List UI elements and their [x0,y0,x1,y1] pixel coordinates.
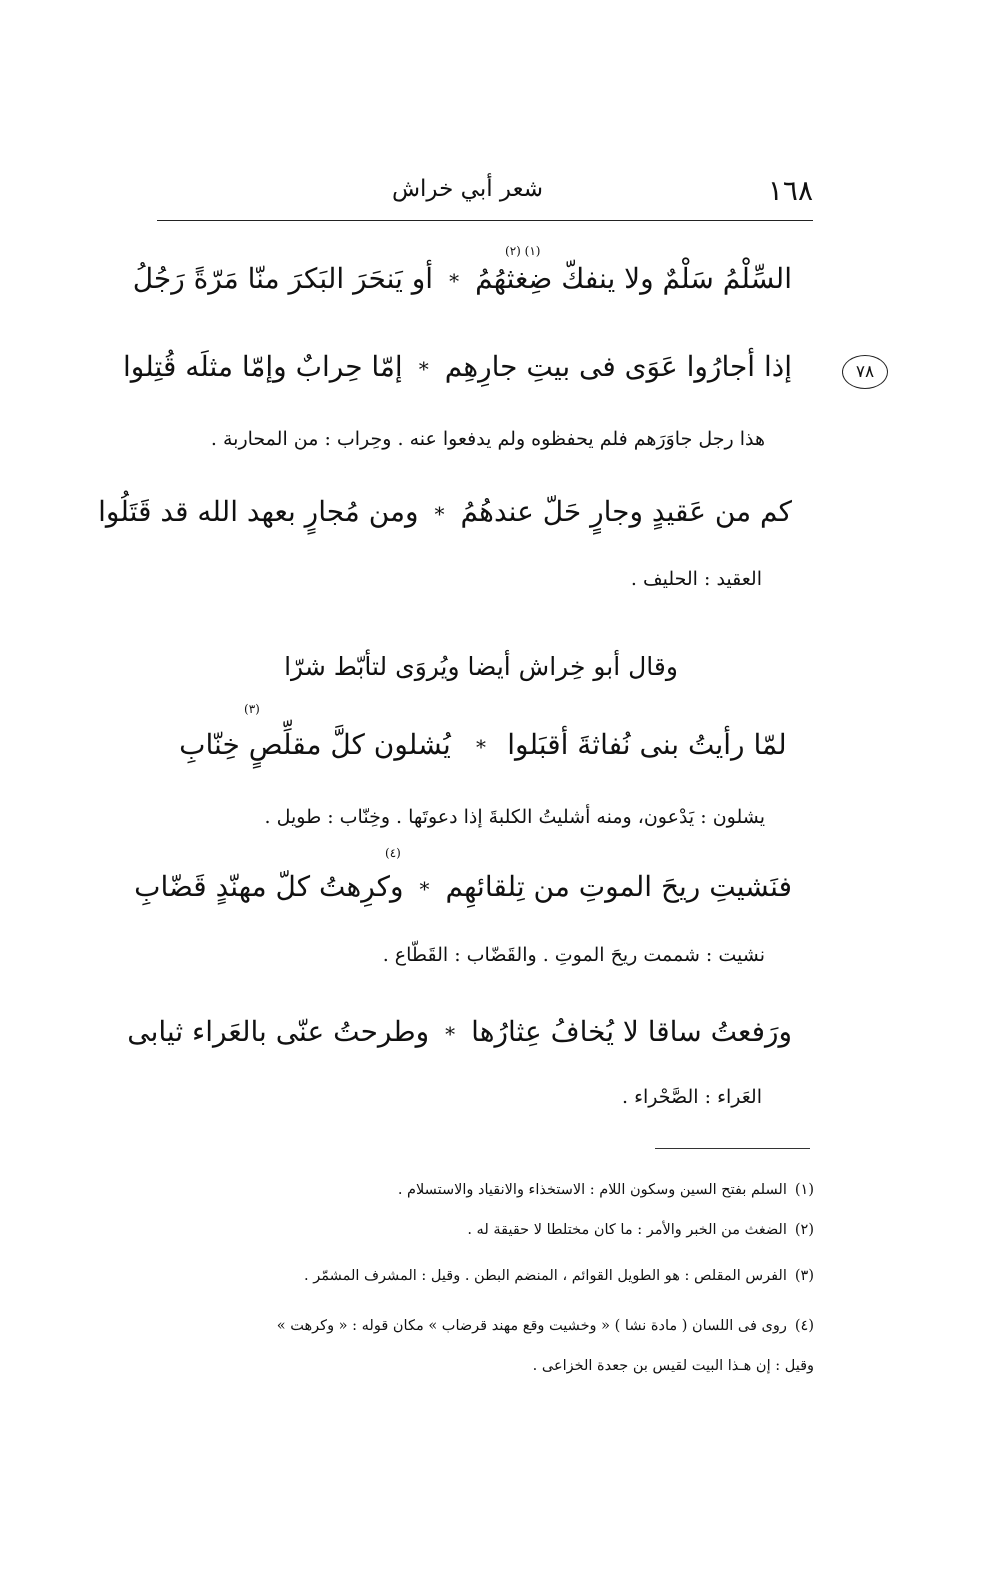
footnote-4-number: (٤) [794,1318,814,1334]
verse-1 [132,262,792,295]
verse-4 [170,728,792,761]
footnote-2 [467,1222,814,1238]
footnote-3-text: الفرس المقلص : هو الطويل القوائم ، المنضم البطن . وقيل : المشرف المشمّر . [304,1268,787,1284]
page-header [157,172,813,221]
verse-1-separator: * [449,269,460,293]
verse-6-first-hemistich: ورَفعتُ ساقا لا يُخافُ عِثارُها [471,1015,792,1048]
footnote-2-number: (٢) [794,1222,814,1238]
gloss-1: هذا رجل جاوَرَهم فلم يحفظوه ولم يدفعوا عنه . وحِراب : من المحاربة . [210,428,765,450]
verse-6-separator: * [445,1022,456,1046]
footnote-divider [655,1148,810,1149]
gloss-3: يشلون : يَدْعون، ومنه أشليتُ الكلبةَ إذا دعوتَها . وخِنّاب : طويل . [264,806,765,828]
footnote-2-text: الضغث من الخبر والأمر : ما كان مختلطا لا حقيقة له . [467,1222,787,1238]
verse-1-first-hemistich: السِّلْمُ سَلْمٌ ولا ينفكّ ضِغثهُمُ [475,262,792,295]
verse-4-footnote-ref: (٣) [244,702,260,716]
verse-3-first-hemistich: كم من عَقيدٍ وجارٍ حَلّ عندهُمُ [460,495,792,528]
footnote-4 [277,1318,814,1334]
gloss-4: نشيت : شممت ريحَ الموتِ . والقَضّاب : القَطّاع . [382,944,765,966]
footnote-3-number: (٣) [794,1268,814,1284]
footnote-1 [398,1182,814,1198]
verse-5-footnote-ref: (٤) [385,846,401,860]
gloss-2: العقيد : الحليف . [630,568,762,590]
verse-1-second-hemistich: أو يَنحَرَ البَكرَ منّا مَرّةً رَجُلُ [132,262,434,295]
verse-5-separator: * [419,877,430,901]
verse-4-separator: * [476,735,486,759]
running-title: شعر أبي خراش [391,176,543,202]
page-number: ١٦٨ [767,174,813,207]
verse-5-second-hemistich: وكرِهتُ كلّ مهنّدٍ قَضّابِ [134,870,404,903]
footnote-4-continuation: وقيل : إن هـذا البيت لقيس بن جعدة الخزاعى . [532,1358,814,1374]
verse-6-second-hemistich: وطرحتُ عنّى بالعَراء ثيابى [127,1015,430,1048]
poem-heading: وقال أبو خِراش أيضا ويُروَى لتأبّط شرّا [284,652,678,681]
verse-4-second-hemistich: يُشلون كلَّ مقلِّصٍ خِنّابِ [179,728,451,761]
footnote-1-number: (١) [794,1182,814,1198]
verse-1-footnote-refs: (١) (٢) [505,244,541,258]
verse-2-separator: * [418,357,429,381]
verse-3-separator: * [434,502,445,526]
verse-2 [123,350,792,383]
gloss-5: العَراء : الصَّحْراء . [622,1086,762,1108]
verse-5-first-hemistich: فنَشيتِ ريحَ الموتِ من تِلقائهِم [445,870,792,903]
verse-5 [134,870,792,903]
verse-3-second-hemistich: ومن مُجارٍ بعهد الله قد قَتَلُوا [98,495,419,528]
footnote-1-text: السلم بفتح السين وسكون اللام : الاستخذاء والانقياد والاستسلام . [397,1182,787,1198]
verse-2-second-hemistich: إمّا حِرابٌ وإمّا مثلَه قُتِلوا [123,350,403,383]
footnote-3 [304,1268,814,1284]
verse-3 [98,495,792,528]
footnote-4-text: روى فى اللسان ( مادة نشا ) « وخشيت وقع مهند قرضاب » مكان قوله : « وكرهت » [276,1318,787,1334]
verse-2-first-hemistich: إذا أجارُوا عَوَى فى بيتِ جارِهِم [444,350,792,383]
verse-4-first-hemistich: لمّا رأيتُ بنى نُفاثةَ أقبَلوا [507,728,787,761]
verse-6 [127,1015,792,1048]
margin-folio-mark: ٧٨ [842,355,888,389]
